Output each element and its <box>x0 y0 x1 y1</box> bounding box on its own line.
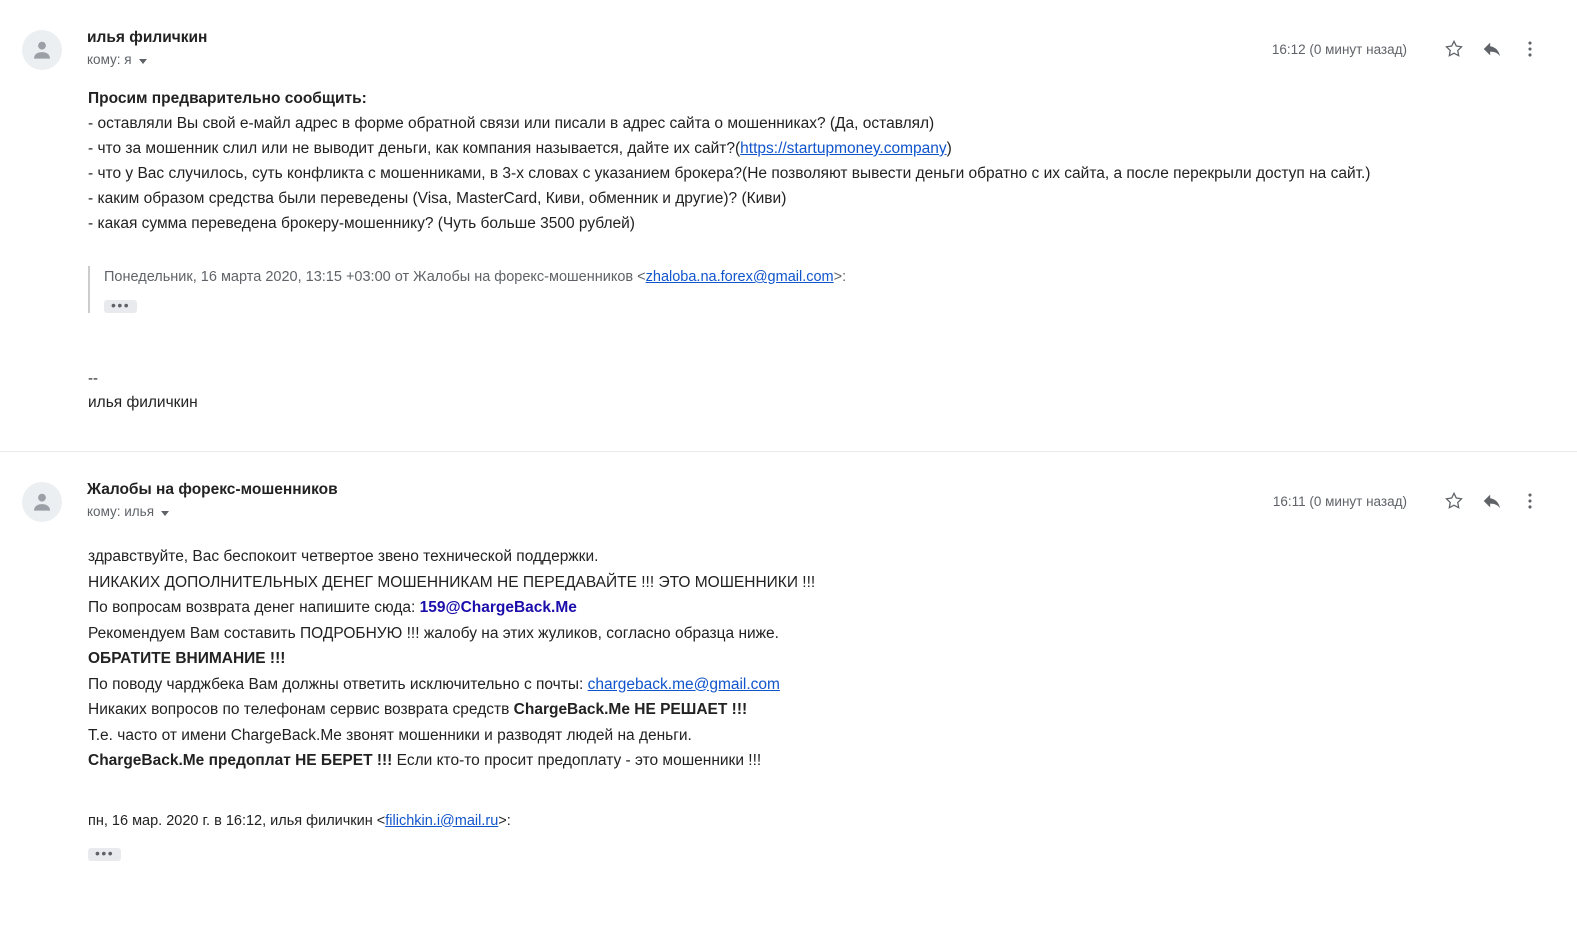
m2-line-7-text: Никаких вопросов по телефонам сервис возврата средств <box>88 701 514 718</box>
message-header <box>0 0 1577 70</box>
filichkin-email-link[interactable]: filichkin.i@mail.ru <box>385 812 499 829</box>
m2-line-7-bold: ChargeBack.Me НЕ РЕШАЕТ !!! <box>513 701 748 718</box>
star-icon[interactable] <box>1437 484 1471 518</box>
sender-name: илья филичкин <box>87 29 208 46</box>
m2-line-9 <box>88 748 1537 774</box>
more-vert-icon[interactable] <box>1513 32 1547 66</box>
m2-line-4: Рекомендуем Вам составить ПОДРОБНУЮ !!! жалобу на этих жуликов, согласно образца ниже. <box>88 624 779 642</box>
chargeback-gmail-link[interactable]: chargeback.me@gmail.com <box>587 675 780 693</box>
chevron-down-icon[interactable] <box>161 511 169 516</box>
reply-icon[interactable] <box>1475 484 1509 518</box>
body-line-5: - какая сумма переведена брокеру-мошеннику? (Чуть больше 3500 рублей) <box>88 215 635 232</box>
message-header <box>0 452 1577 522</box>
m2-line-1: здравствуйте, Вас беспокоит четвертое звено технической поддержки. <box>88 548 599 565</box>
m2-line-6 <box>88 672 1537 698</box>
body-line-4: - каким образом средства были переведены (Visa, MasterCard, Киви, обменник и другие)? (Киви) <box>88 190 787 207</box>
recipient-label: кому: я <box>87 52 132 67</box>
quoted-header <box>88 266 1537 313</box>
expand-quote-button[interactable]: ••• <box>104 300 137 313</box>
body-line-1: - оставляли Вы свой е-майл адрес в форме обратной связи или писали в адрес сайта о мошенниках? (Да, оставлял) <box>88 115 935 132</box>
avatar <box>22 30 62 70</box>
body-line-3: - что у Вас случилось, суть конфликта с мошенниками, в 3-х словах с указанием брокера?(Не позволяют вывести деньги обратно с их сайта, а после перекрыли доступ на сайт.) <box>88 165 1371 182</box>
trailer-prefix: пн, 16 мар. 2020 г. в 16:12, илья филичкин < <box>88 812 386 829</box>
m2-line-6-text: По поводу чарджбека Вам должны ответить исключительно с почты: <box>88 675 588 693</box>
body-line-2-close: ) <box>946 140 952 157</box>
more-vert-icon[interactable] <box>1513 484 1547 518</box>
sender-name: Жалобы на форекс-мошенников <box>87 481 338 498</box>
m2-line-3 <box>88 595 1537 621</box>
m2-line-5: ОБРАТИТЕ ВНИМАНИЕ !!! <box>88 650 286 667</box>
m2-line-3-text: По вопросам возврата денег напишите сюда: <box>88 599 420 616</box>
recipient-label: кому: илья <box>87 504 155 519</box>
body-line-2-text: - что за мошенник слил или не выводит деньги, как компания называется, дайте их сайт?( <box>88 140 741 157</box>
message-actions <box>1272 32 1547 66</box>
message-actions <box>1273 484 1547 518</box>
message-body-1 <box>0 70 1577 415</box>
expand-trailer-button[interactable]: ••• <box>88 848 121 861</box>
email-message-2 <box>0 452 1577 863</box>
message-body-2 <box>0 522 1577 774</box>
chevron-down-icon[interactable] <box>139 59 147 64</box>
message-timestamp: 16:11 (0 минут назад) <box>1272 493 1407 509</box>
avatar <box>22 482 62 522</box>
m2-line-9-rest: Если кто-то просит предоплату - это мошенники !!! <box>392 752 762 769</box>
startupmoney-link[interactable]: https://startupmoney.company <box>740 140 947 157</box>
signature-block <box>88 367 1537 415</box>
body-heading: Просим предварительно сообщить: <box>88 90 367 107</box>
m2-line-2: НИКАКИХ ДОПОЛНИТЕЛЬНЫХ ДЕНЕГ МОШЕННИКАМ НЕ ПЕРЕДАВАЙТЕ !!! ЭТО МОШЕННИКИ !!! <box>88 573 816 591</box>
chargeback-email-link[interactable]: 159@ChargeBack.Me <box>419 599 577 616</box>
m2-line-8: Т.е. часто от имени ChargeBack.Me звонят мошенники и разводят людей на деньги. <box>88 726 692 744</box>
quoted-trailer <box>0 774 1577 832</box>
signature-name: илья филичкин <box>88 394 198 411</box>
reply-icon[interactable] <box>1475 32 1509 66</box>
m2-line-7 <box>88 697 1537 723</box>
email-message-1 <box>0 0 1577 452</box>
quote-email-link[interactable]: zhaloba.na.forex@gmail.com <box>645 269 834 285</box>
star-icon[interactable] <box>1437 32 1471 66</box>
signature-dashes: -- <box>88 370 98 387</box>
m2-line-9-bold: ChargeBack.Me предоплат НЕ БЕРЕТ !!! <box>88 752 393 769</box>
trailer-suffix: >: <box>498 812 511 829</box>
quote-suffix: >: <box>833 269 847 285</box>
quote-prefix: Понедельник, 16 марта 2020, 13:15 +03:00 от Жалобы на форекс-мошенников < <box>104 269 646 285</box>
message-timestamp: 16:12 (0 минут назад) <box>1271 41 1407 57</box>
body-line-2 <box>88 136 1537 161</box>
